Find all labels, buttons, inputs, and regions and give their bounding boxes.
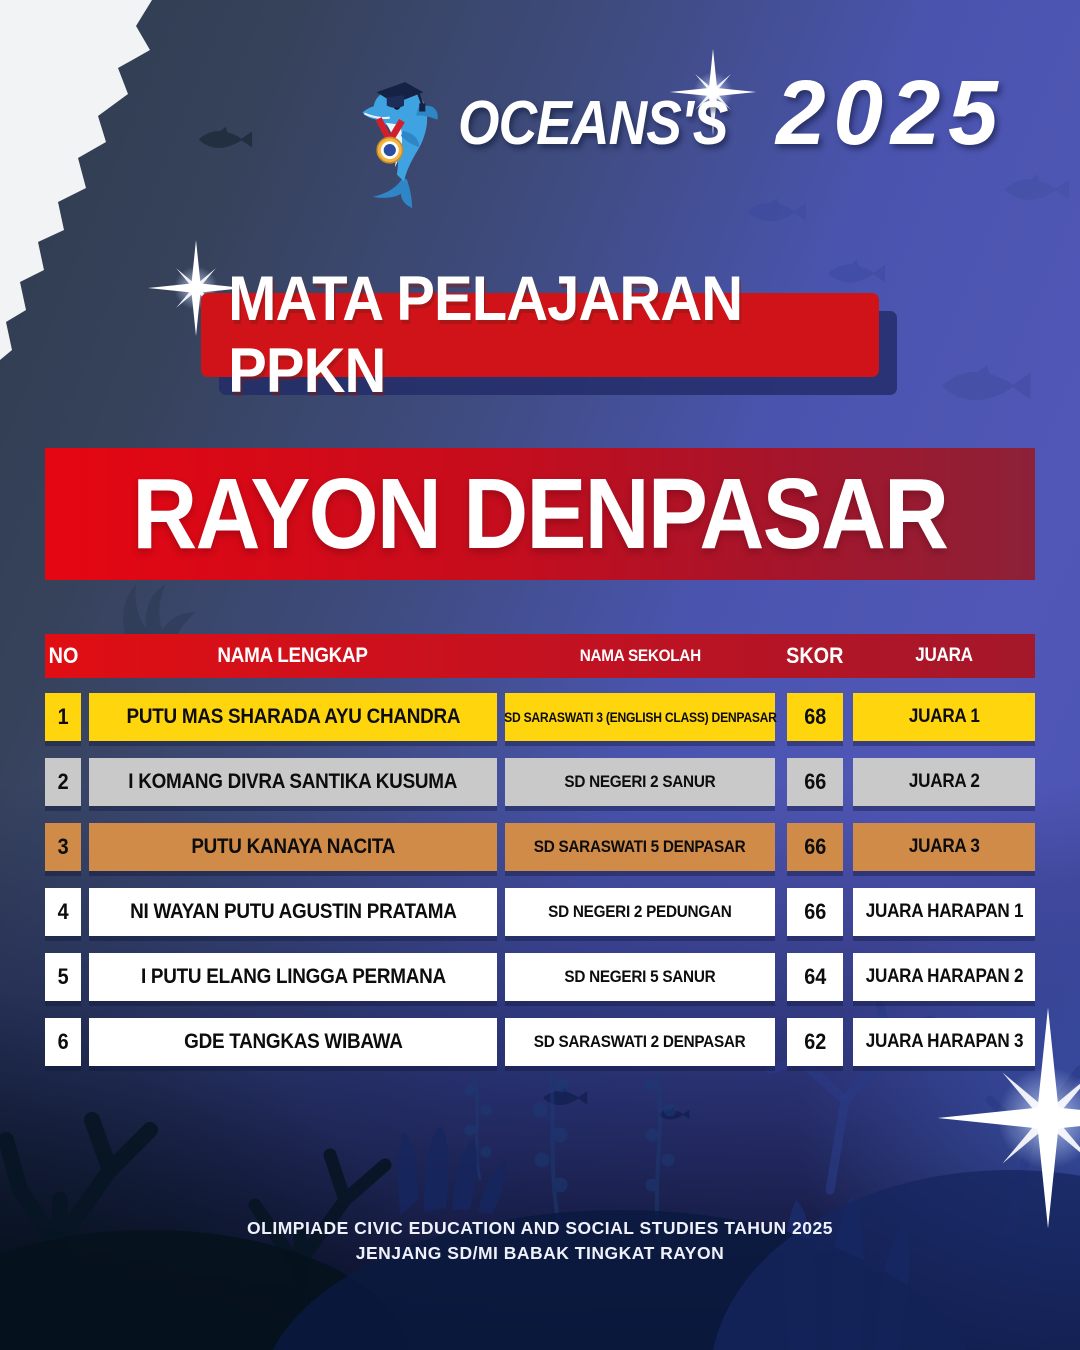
school-name-cell: SD SARASWATI 5 DENPASAR bbox=[505, 823, 775, 871]
table-body bbox=[45, 693, 1035, 1066]
header-cell-score: SKOR bbox=[786, 643, 844, 668]
brand-year: 2025 bbox=[775, 62, 1006, 164]
footer-line-1: OLIMPIADE CIVIC EDUCATION AND SOCIAL STUDIES TAHUN 2025 bbox=[247, 1218, 833, 1238]
dolphin-mascot-icon bbox=[358, 76, 450, 208]
score-cell: 66 bbox=[787, 823, 843, 871]
rank-number-cell: 5 bbox=[45, 953, 81, 1001]
school-name-cell: SD SARASWATI 3 (ENGLISH CLASS) DENPASAR bbox=[505, 693, 775, 741]
score-cell: 66 bbox=[787, 758, 843, 806]
rank-number-cell: 1 bbox=[45, 693, 81, 741]
award-cell: JUARA HARAPAN 2 bbox=[853, 953, 1035, 1001]
school-name-cell: SD SARASWATI 2 DENPASAR bbox=[505, 1018, 775, 1066]
header-cell-name: NAMA LENGKAP bbox=[217, 644, 369, 667]
participant-name-cell: PUTU MAS SHARADA AYU CHANDRA bbox=[89, 693, 497, 741]
award-cell: JUARA HARAPAN 3 bbox=[853, 1018, 1035, 1066]
header-cell-no: NO bbox=[48, 643, 78, 668]
table-row bbox=[45, 758, 1035, 806]
score-cell: 68 bbox=[787, 693, 843, 741]
participant-name-cell: NI WAYAN PUTU AGUSTIN PRATAMA bbox=[89, 888, 497, 936]
results-table bbox=[45, 634, 1035, 1083]
score-cell: 64 bbox=[787, 953, 843, 1001]
event-footer bbox=[0, 1216, 1080, 1267]
participant-name-cell: GDE TANGKAS WIBAWA bbox=[89, 1018, 497, 1066]
school-name-cell: SD NEGERI 2 PEDUNGAN bbox=[505, 888, 775, 936]
score-cell: 66 bbox=[787, 888, 843, 936]
award-cell: JUARA 1 bbox=[853, 693, 1035, 741]
header-cell-award: JUARA bbox=[915, 645, 973, 666]
rank-number-cell: 6 bbox=[45, 1018, 81, 1066]
table-row bbox=[45, 888, 1035, 936]
school-name-cell: SD NEGERI 2 SANUR bbox=[505, 758, 775, 806]
table-row bbox=[45, 693, 1035, 741]
school-name-cell: SD NEGERI 5 SANUR bbox=[505, 953, 775, 1001]
rank-number-cell: 4 bbox=[45, 888, 81, 936]
score-cell: 62 bbox=[787, 1018, 843, 1066]
award-cell: JUARA 2 bbox=[853, 758, 1035, 806]
region-banner bbox=[45, 448, 1035, 580]
subject-banner bbox=[201, 264, 879, 406]
table-row bbox=[45, 823, 1035, 871]
finger-coral-center bbox=[398, 1126, 506, 1215]
table-row bbox=[45, 953, 1035, 1001]
brand-title: OCEANS'S bbox=[458, 89, 728, 158]
header-cell-school: NAMA SEKOLAH bbox=[579, 646, 701, 665]
participant-name-cell: PUTU KANAYA NACITA bbox=[89, 823, 497, 871]
torn-paper-corner bbox=[0, 0, 152, 360]
event-logo bbox=[358, 62, 1012, 208]
footer-line-2: JENJANG SD/MI BABAK TINGKAT RAYON bbox=[355, 1243, 725, 1264]
award-cell: JUARA 3 bbox=[853, 823, 1035, 871]
table-row bbox=[45, 1018, 1035, 1066]
participant-name-cell: I PUTU ELANG LINGGA PERMANA bbox=[89, 953, 497, 1001]
award-cell: JUARA HARAPAN 1 bbox=[853, 888, 1035, 936]
subject-banner-label: MATA PELAJARAN PPKN bbox=[228, 264, 743, 406]
rank-number-cell: 3 bbox=[45, 823, 81, 871]
rank-number-cell: 2 bbox=[45, 758, 81, 806]
table-header-row bbox=[45, 634, 1035, 678]
participant-name-cell: I KOMANG DIVRA SANTIKA KUSUMA bbox=[89, 758, 497, 806]
region-banner-label: RAYON DENPASAR bbox=[132, 457, 948, 570]
